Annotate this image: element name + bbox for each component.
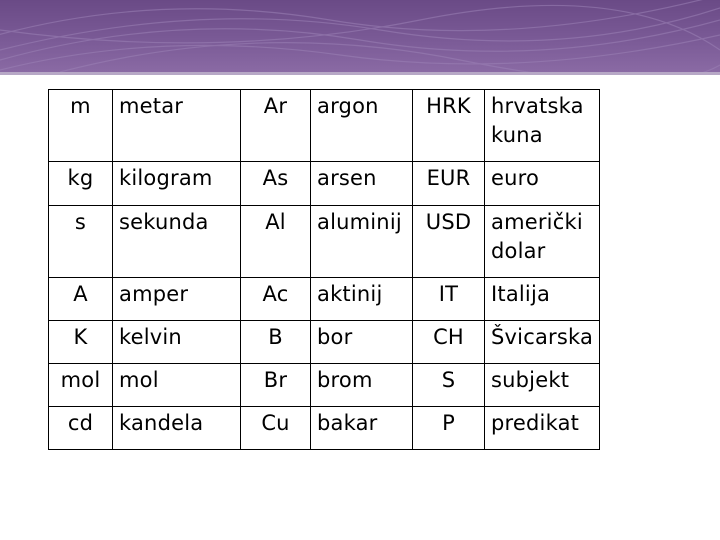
code-cell: CH	[413, 321, 485, 364]
element-symbol-cell: Ar	[241, 90, 311, 162]
unit-symbol-cell: s	[49, 206, 113, 278]
element-name-cell: aluminij	[311, 206, 413, 278]
element-symbol-cell: Cu	[241, 407, 311, 450]
unit-name-cell: sekunda	[113, 206, 241, 278]
meaning-cell: euro	[485, 162, 600, 206]
unit-symbol-cell: kg	[49, 162, 113, 206]
meaning-cell: američki dolar	[485, 206, 600, 278]
table-row	[49, 364, 600, 407]
code-cell: EUR	[413, 162, 485, 206]
code-cell: USD	[413, 206, 485, 278]
table-row	[49, 162, 600, 206]
element-name-cell: arsen	[311, 162, 413, 206]
element-name-cell: brom	[311, 364, 413, 407]
element-symbol-cell: Al	[241, 206, 311, 278]
table-row	[49, 206, 600, 278]
unit-symbol-cell: mol	[49, 364, 113, 407]
table-row	[49, 278, 600, 321]
element-symbol-cell: As	[241, 162, 311, 206]
code-cell: S	[413, 364, 485, 407]
unit-name-cell: kilogram	[113, 162, 241, 206]
code-cell: P	[413, 407, 485, 450]
unit-symbol-cell: m	[49, 90, 113, 162]
meaning-cell: predikat	[485, 407, 600, 450]
element-name-cell: bor	[311, 321, 413, 364]
unit-symbol-cell: K	[49, 321, 113, 364]
element-name-cell: bakar	[311, 407, 413, 450]
meaning-cell: subjekt	[485, 364, 600, 407]
unit-name-cell: mol	[113, 364, 241, 407]
element-name-cell: argon	[311, 90, 413, 162]
unit-name-cell: kelvin	[113, 321, 241, 364]
table-row	[49, 407, 600, 450]
code-cell: IT	[413, 278, 485, 321]
header-banner	[0, 0, 720, 72]
unit-symbol-cell: cd	[49, 407, 113, 450]
element-symbol-cell: B	[241, 321, 311, 364]
units-table	[48, 89, 600, 450]
unit-symbol-cell: A	[49, 278, 113, 321]
table-row	[49, 90, 600, 162]
table-row	[49, 321, 600, 364]
element-symbol-cell: Br	[241, 364, 311, 407]
meaning-cell: Švicarska	[485, 321, 600, 364]
unit-name-cell: amper	[113, 278, 241, 321]
unit-name-cell: kandela	[113, 407, 241, 450]
unit-name-cell: metar	[113, 90, 241, 162]
element-symbol-cell: Ac	[241, 278, 311, 321]
element-name-cell: aktinij	[311, 278, 413, 321]
meaning-cell: Italija	[485, 278, 600, 321]
meaning-cell: hrvatska kuna	[485, 90, 600, 162]
banner-pattern	[0, 0, 720, 72]
code-cell: HRK	[413, 90, 485, 162]
banner-divider	[0, 72, 720, 75]
